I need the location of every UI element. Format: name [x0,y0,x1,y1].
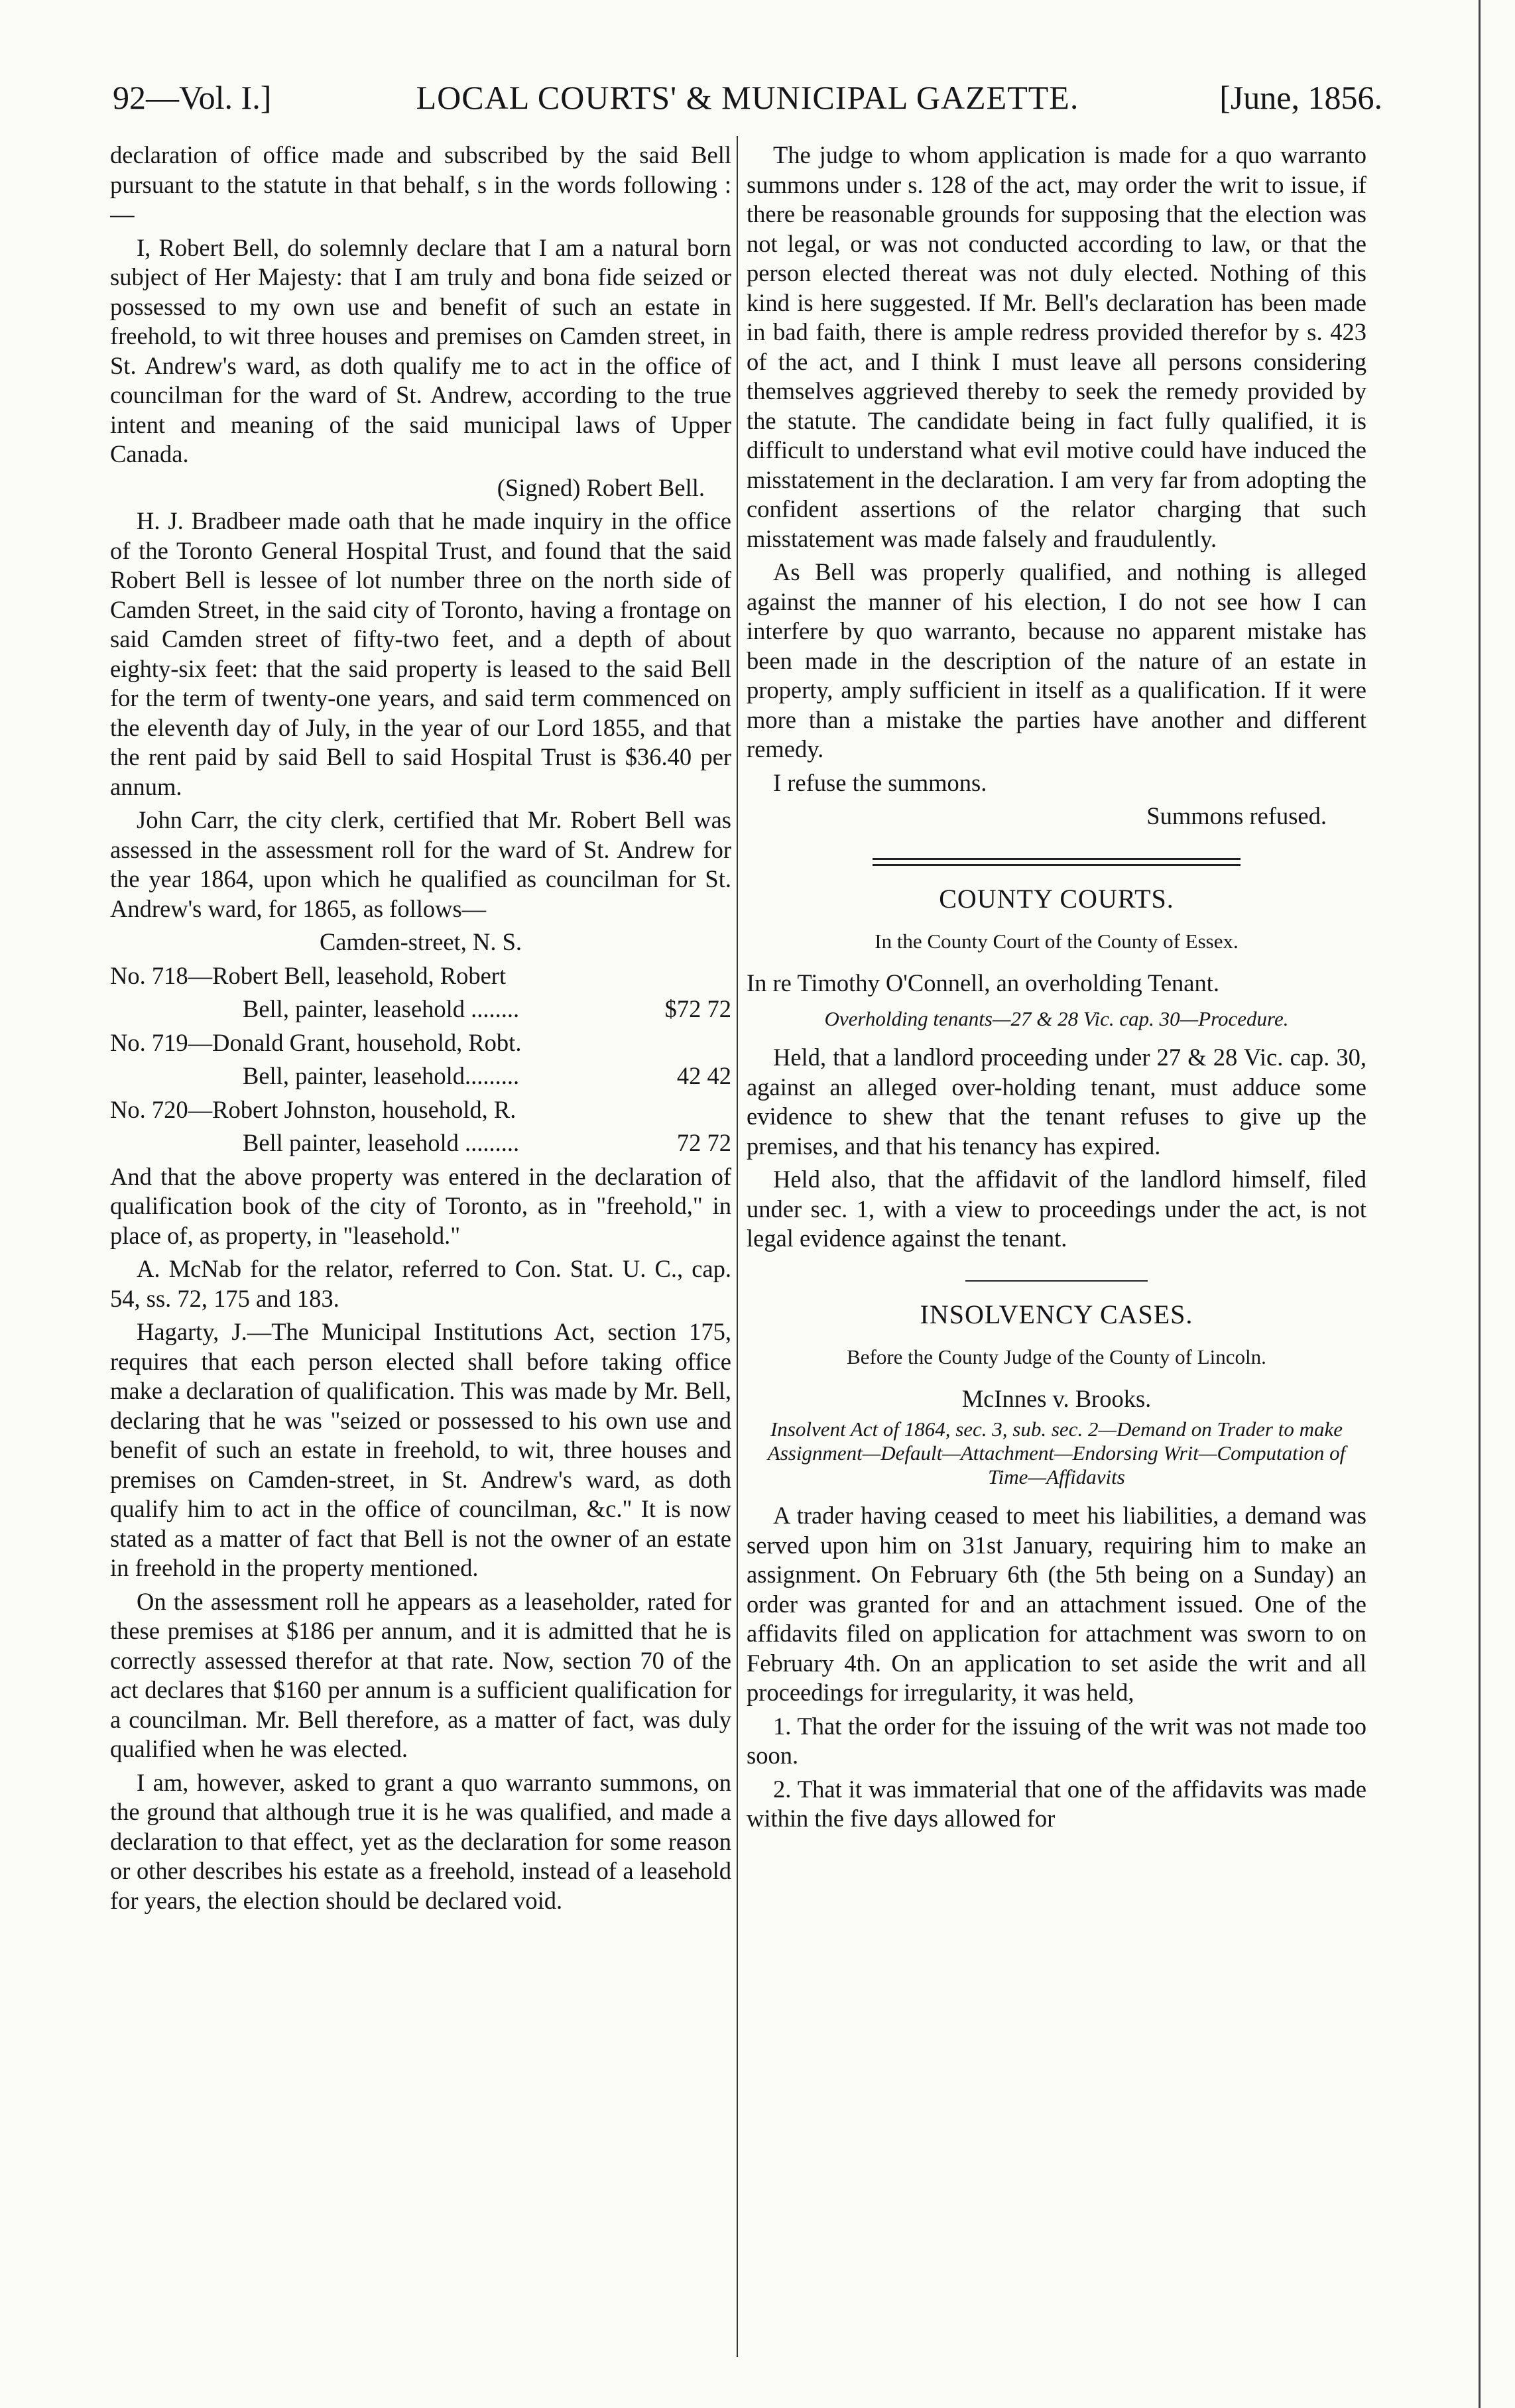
paragraph: Held also, that the affidavit of the landlord himself, filed under sec. 1, with a view to proceedings under the act, is not legal evidence against the tenant. [747,1166,1366,1252]
roll-entry-text: Bell, painter, leasehold......... [243,1062,520,1089]
signature-line: (Signed) Robert Bell. [497,473,705,501]
case-title: McInnes v. Brooks. [961,1384,1152,1412]
roll-entry-line [110,1128,731,1158]
paragraph: declaration of office made and subscribed by the said Bell pursuant to the statute in that behalf, s in the words following :— [110,141,731,227]
roll-entry-line: No. 720—Robert Johnston, household, R. [110,1095,516,1123]
page-number: 92—Vol. I.] [113,79,272,116]
paragraph: The judge to whom application is made for a quo warranto summons under s. 128 of the act, may order the writ to issue, if there be reasonable grounds for supposing that the election was not legal, or was not conducted according to law, or that the person elected thereat was not duly elected. Nothing of this kind is here suggested. If Mr. Bell's declaration has been made in bad faith, there is ample redress provided therefor by s. 423 of the act, and I think I must leave all persons considering themselves aggrieved thereby to seek the remedy provided by the statute. The candidate being in fact fully qualified, it is difficult to understand what evil motive could have induced the misstatement in the declaration. I am very far from adopting the confident assertions of the relator charging that such misstatement was made falsely and fraudulently. [747,141,1366,552]
roll-heading: Camden-street, N. S. [319,928,522,955]
page-header [113,65,1382,125]
roll-entry-line [110,994,731,1024]
judgment-paragraph: Hagarty, J.—The Municipal Institutions Act, section 175, requires that each person elected shall before taking office make a declaration of qualification. This was made by Mr. Bell, declaring that he was "seized or possessed to his own use and benefit of such an estate in freehold, to wit, three houses and premises on Camden-street, in St. Andrew's ward, as doth qualify him to act in the office of councilman, &c." It is now stated as a matter of fact that Bell is not the owner of an estate in freehold in the property mentioned. [110,1318,731,1581]
left-column [110,141,731,2355]
roll-entry-line: No. 719—Donald Grant, household, Robt. [110,1028,522,1056]
court-name: Before the County Judge of the County of Lincoln. [847,1345,1266,1368]
paragraph: On the assessment roll he appears as a leaseholder, rated for these premises at $186 per annum, and it is admitted that he is correctly assessed therefor at that rate. Now, section 70 of the act declares that $160 per annum is a sufficient qualification for a councilman. Mr. Bell therefore, as a matter of fact, was duly qualified when he was elected. [110,1587,731,1762]
paragraph: H. J. Bradbeer made oath that he made inquiry in the office of the Toronto General Hospital Trust, and found that the said Robert Bell is lessee of lot number three on the north side of Camden Street, in the said city of Toronto, having a frontage on said Camden street of fifty-two feet, and a depth of about eighty-six feet: that the said property is leased to the said Bell for the term of twenty-one years, and said term commenced on the eleventh day of July, in the year of our Lord 1855, and that the rent paid by said Bell to said Hospital Trust is $36.40 per annum. [110,507,731,800]
case-headnote: Insolvent Act of 1864, sec. 3, sub. sec. 2—Demand on Trader to make Assignment—Default—Attachment—Endorsing Writ—Computation of Time—Affidavits [767,1417,1346,1488]
roll-entry-text: Bell, painter, leasehold ........ [243,995,520,1022]
paragraph: A. McNab for the relator, referred to Con. Stat. U. C., cap. 54, ss. 72, 175 and 183. [110,1255,731,1312]
paragraph: As Bell was properly qualified, and nothing is alleged against the manner of his election, I do not see how I can interfere by quo warranto, because no apparent mistake has been made in the description of the nature of an estate in property, amply sufficient in itself as a qualification. If it were more than a mistake the parties have another and different remedy. [747,558,1366,762]
section-divider [873,858,1241,866]
case-result: Summons refused. [1146,802,1327,829]
paragraph: A trader having ceased to meet his liabilities, a demand was served upon him on 31st January, requiring him to make an assignment. On February 6th (the 5th being on a Sunday) an order was granted for and an attachment issued. One of the affidavits filed on application for attachment was sworn to on February 4th. On an application to set aside the writ and all proceedings for irregularity, it was held, [747,1502,1366,1706]
paragraph: John Carr, the city clerk, certified that Mr. Robert Bell was assessed in the assessment roll for the ward of St. Andrew for the year 1864, upon which he qualified as councilman for St. Andrew's ward, for 1865, as follows— [110,806,731,922]
right-column [747,141,1366,2355]
roll-entry [110,1028,731,1091]
roll-amount: 42 42 [676,1062,731,1089]
roll-amount: 72 72 [676,1129,731,1156]
court-name: In the County Court of the County of Essex. [875,930,1239,953]
paragraph: I am, however, asked to grant a quo warranto summons, on the ground that although true it is he was qualified, and made a declaration to that effect, yet as the declaration for some reason or other describes his estate as a freehold, instead of a leasehold for years, the election should be declared void. [110,1768,731,1914]
roll-entry [110,961,731,1024]
declaration-text: I, Robert Bell, do solemnly declare that I am a natural born subject of Her Majesty: that I am truly and bona fide seized or possessed to my own use and benefit of such an estate in freehold, to wit three houses and premises on Camden street, in St. Andrew's ward, as doth qualify me to act in the office of councilman for the ward of St. Andrew, according to the true intent and meaning of the said municipal laws of Upper Canada. [110,233,731,467]
gazette-title: LOCAL COURTS' & MUNICIPAL GAZETTE. [416,79,1079,116]
case-headnote: Overholding tenants—27 & 28 Vic. cap. 30—Procedure. [824,1007,1289,1030]
paragraph: And that the above property was entered in the declaration of qualification book of the city of Toronto, as in "freehold," in place of, as property, in "leasehold." [110,1162,731,1249]
roll-entry-line [110,1061,731,1091]
section-title-county-courts: COUNTY COURTS. [939,883,1174,914]
roll-entry [110,1095,731,1158]
paragraph: Held, that a landlord proceeding under 27 & 28 Vic. cap. 30, against an alleged over-holding tenant, must adduce some evidence to shew that the tenant refuses to give up the premises, and that his tenancy has expired. [747,1044,1366,1160]
paragraph: 1. That the order for the issuing of the writ was not made too soon. [747,1712,1366,1769]
section-title-insolvency: INSOLVENCY CASES. [920,1299,1193,1329]
issue-date: [June, 1856. [1219,79,1382,116]
section-divider [965,1280,1148,1282]
column-divider [737,136,738,2357]
roll-entry-line: No. 718—Robert Bell, leasehold, Robert [110,961,507,989]
paragraph: 2. That it was immaterial that one of the affidavits was made within the five days allowed for [747,1775,1366,1832]
assessment-roll [110,961,731,1158]
page-edge-line [1479,0,1481,2408]
paragraph: I refuse the summons. [773,768,987,796]
roll-amount: $72 72 [664,995,731,1022]
case-title: In re Timothy O'Connell, an overholding Tenant. [747,969,1220,996]
roll-entry-text: Bell painter, leasehold ......... [243,1129,520,1156]
